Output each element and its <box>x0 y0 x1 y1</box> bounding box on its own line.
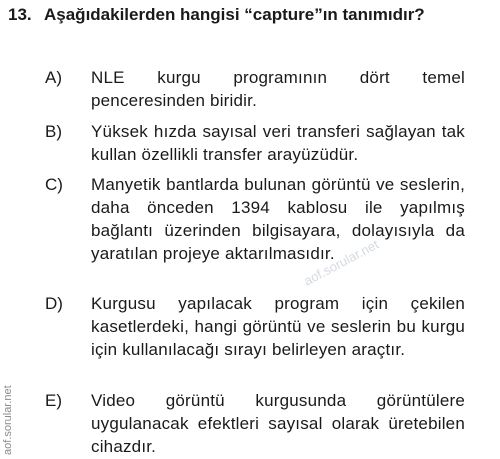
option-text: Yüksek hızda sayısal veri transferi sağlayan tak kullan özellikli transfer arayüzüdür. <box>91 122 465 164</box>
option-text: NLE kurgu programının dört temel penceresinden biridir. <box>91 68 465 110</box>
side-watermark <box>2 330 16 455</box>
option-letter: A) <box>45 68 62 87</box>
option-letter: D) <box>45 294 63 313</box>
question-text: Aşağıdakilerden hangisi “capture”ın tanımıdır? <box>44 5 425 24</box>
option-letter: C) <box>45 175 63 194</box>
option-letter: B) <box>45 122 62 141</box>
side-watermark-text: aof.sorular.net <box>2 385 14 455</box>
option-text: Manyetik bantlarda bulunan görüntü ve seslerin, daha önceden 1394 kablosu ile yapılmış bağlantı üzerinden bilgisayara, dolayısıyla da yaratılan projeye aktarılmasıdır. <box>91 175 465 263</box>
option-letter: E) <box>45 391 62 410</box>
question-number: 13. <box>8 5 32 24</box>
center-watermark: aof.sorular.net <box>301 236 382 289</box>
option-text: Video görüntü kurgusunda görüntülere uygulanacak efektleri sayısal olarak üretebilen cihazdır. <box>91 391 465 456</box>
option-text: Kurgusu yapılacak program için çekilen kasetlerdeki, hangi görüntü ve seslerin bu kurgu için kullanılacağı sırayı belirleyen araçtır. <box>91 294 465 359</box>
